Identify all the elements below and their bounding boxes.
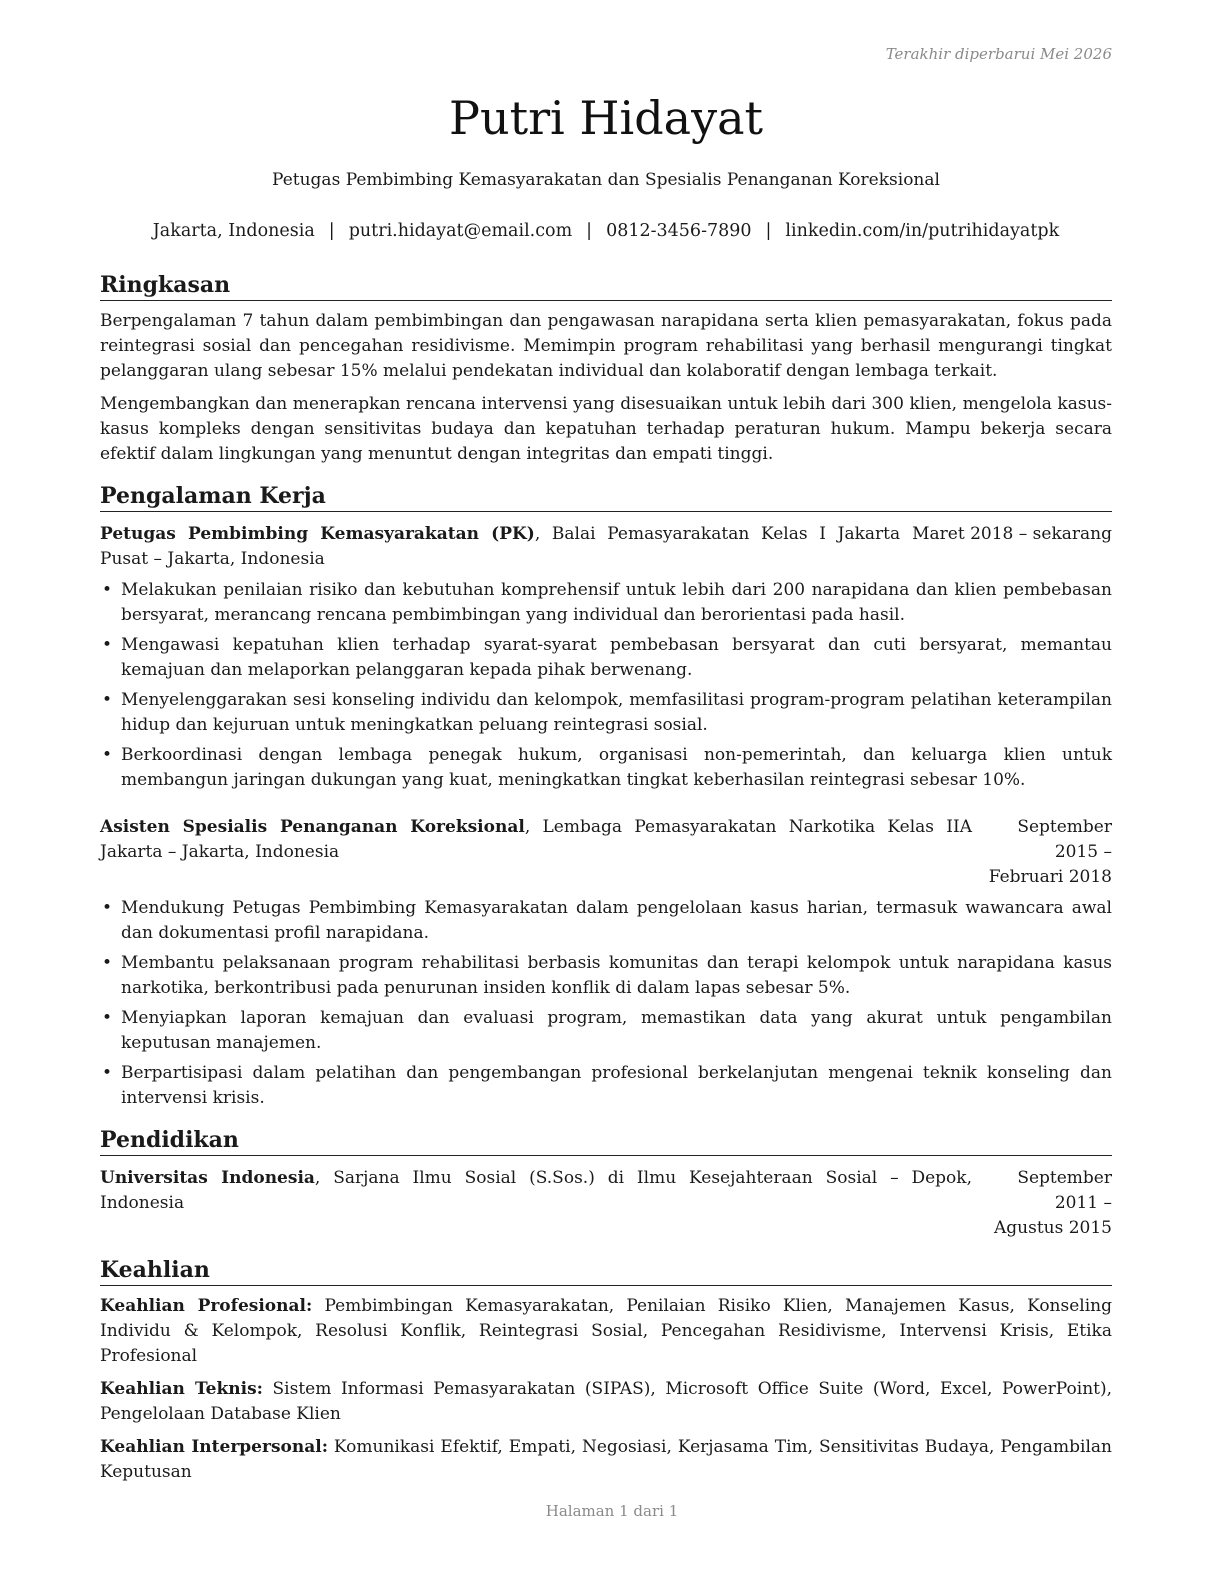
contact-email[interactable]: putri.hidayat@email.com — [348, 221, 573, 241]
contact-separator: | — [328, 221, 335, 241]
skill-label: Keahlian Interpersonal: — [100, 1437, 328, 1457]
list-item: • Mendukung Petugas Pembimbing Kemasyarakatan dalam pengelolaan kasus harian, termasuk wawancara awal dan dokumentasi profil narapidana. — [100, 896, 1112, 946]
education-heading: Pendidikan — [100, 1125, 1112, 1156]
skill-label: Keahlian Profesional: — [100, 1296, 313, 1316]
skills-section — [100, 1255, 1112, 1485]
skill-group — [100, 1377, 1112, 1427]
education-school: Universitas Indonesia — [100, 1168, 315, 1188]
contact-separator: | — [586, 221, 593, 241]
job-dates: September 2015 – Februari 2018 — [988, 817, 1112, 887]
experience-section — [100, 481, 1112, 1111]
education-detail: , Sarjana Ilmu Sosial (S.Sos.) di Ilmu Kesejahteraan Sosial – Depok, Indonesia — [100, 1168, 972, 1213]
skill-text: Sistem Informasi Pemasyarakatan (SIPAS), Microsoft Office Suite (Word, Excel, PowerPoint), Pengelolaan Database Klien — [100, 1379, 1113, 1424]
summary-paragraph: Berpengalaman 7 tahun dalam pembimbingan dan pengawasan narapidana serta klien pemasyarakatan, fokus pada reintegrasi sosial dan pencegahan residivisme. Memimpin program rehabilitasi yang berhasil mengurangi tingkat pelanggaran ulang sebesar 15% melalui pendekatan individual dan kolaboratif dengan lembaga terkait. — [100, 311, 1112, 381]
education-section — [100, 1125, 1112, 1241]
job-bullets — [100, 896, 1112, 1111]
list-item: • Mengawasi kepatuhan klien terhadap syarat-syarat pembebasan bersyarat dan cuti bersyarat, memantau kemajuan dan melaporkan pelanggaran kepada pihak berwenang. — [100, 633, 1112, 683]
list-item: • Menyelenggarakan sesi konseling individu dan kelompok, memfasilitasi program-program pelatihan keterampilan hidup dan kejuruan untuk meningkatkan peluang reintegrasi sosial. — [100, 688, 1112, 738]
education-entry — [100, 1166, 1112, 1241]
skill-label: Keahlian Teknis: — [100, 1379, 263, 1399]
job-title-line — [100, 522, 912, 572]
job-bullets — [100, 578, 1112, 793]
contact-linkedin[interactable]: linkedin.com/in/putrihidayatpk — [785, 221, 1060, 241]
skill-group — [100, 1435, 1112, 1485]
contact-location: Jakarta, Indonesia — [152, 221, 315, 241]
job-org: , Balai Pemasyarakatan Kelas I Jakarta Pusat – Jakarta, Indonesia — [100, 524, 901, 569]
job-org: , Lembaga Pemasyarakatan Narkotika Kelas IIA Jakarta – Jakarta, Indonesia — [100, 817, 973, 862]
contact-separator: | — [765, 221, 772, 241]
job-header — [100, 522, 1112, 572]
job-entry — [100, 522, 1112, 793]
job-dates: Maret 2018 – sekarang — [912, 524, 1112, 544]
page-number: Halaman 1 dari 1 — [545, 1502, 679, 1520]
education-header — [100, 1166, 1112, 1241]
skill-text: Komunikasi Efektif, Empati, Negosiasi, Kerjasama Tim, Sensitivitas Budaya, Pengambilan Keputusan — [100, 1437, 1112, 1482]
candidate-name: Putri Hidayat — [449, 91, 763, 145]
job-header — [100, 815, 1112, 890]
job-role: Asisten Spesialis Penanganan Koreksional — [100, 817, 525, 837]
skill-text: Pembimbingan Kemasyarakatan, Penilaian Risiko Klien, Manajemen Kasus, Konseling Individu & Kelompok, Resolusi Konflik, Reintegrasi Sosial, Pencegahan Residivisme, Intervensi Krisis, Etika Profesional — [100, 1296, 1112, 1366]
last-updated: Terakhir diperbarui Mei 2026 — [885, 45, 1112, 63]
job-role: Petugas Pembimbing Kemasyarakatan (PK) — [100, 524, 535, 544]
contact-phone[interactable]: 0812-3456-7890 — [606, 221, 752, 241]
list-item: • Berpartisipasi dalam pelatihan dan pengembangan profesional berkelanjutan mengenai teknik konseling dan intervensi krisis. — [100, 1061, 1112, 1111]
list-item: • Berkoordinasi dengan lembaga penegak hukum, organisasi non-pemerintah, dan keluarga klien untuk membangun jaringan dukungan yang kuat, meningkatkan tingkat keberhasilan reintegrasi sebesar 10%. — [100, 743, 1112, 793]
education-line — [100, 1166, 984, 1216]
job-entry — [100, 815, 1112, 1111]
summary-heading: Ringkasan — [100, 270, 1112, 301]
contact-line — [100, 219, 1112, 243]
skill-group — [100, 1294, 1112, 1369]
list-item: • Membantu pelaksanaan program rehabilitasi berbasis komunitas dan terapi kelompok untuk narapidana kasus narkotika, berkontribusi pada penurunan insiden konflik di dalam lapas sebesar 5%. — [100, 951, 1112, 1001]
list-item: • Melakukan penilaian risiko dan kebutuhan komprehensif untuk lebih dari 200 narapidana dan klien pembebasan bersyarat, merancang rencana pembimbingan yang individual dan berorientasi pada hasil. — [100, 578, 1112, 628]
candidate-title: Petugas Pembimbing Kemasyarakatan dan Spesialis Penanganan Koreksional — [272, 170, 940, 190]
education-dates: September 2011 – Agustus 2015 — [993, 1168, 1112, 1238]
skills-heading: Keahlian — [100, 1255, 1112, 1286]
job-title-line — [100, 815, 984, 865]
experience-heading: Pengalaman Kerja — [100, 481, 1112, 512]
summary-paragraph: Mengembangkan dan menerapkan rencana intervensi yang disesuaikan untuk lebih dari 300 klien, mengelola kasus-kasus kompleks dengan sensitivitas budaya dan kepatuhan terhadap peraturan hukum. Mampu bekerja secara efektif dalam lingkungan yang menuntut dengan integritas dan empati tinggi. — [100, 394, 1112, 464]
summary-section — [100, 270, 1112, 467]
resume-content — [100, 270, 1112, 1499]
list-item: • Menyiapkan laporan kemajuan dan evaluasi program, memastikan data yang akurat untuk pengambilan keputusan manajemen. — [100, 1006, 1112, 1056]
